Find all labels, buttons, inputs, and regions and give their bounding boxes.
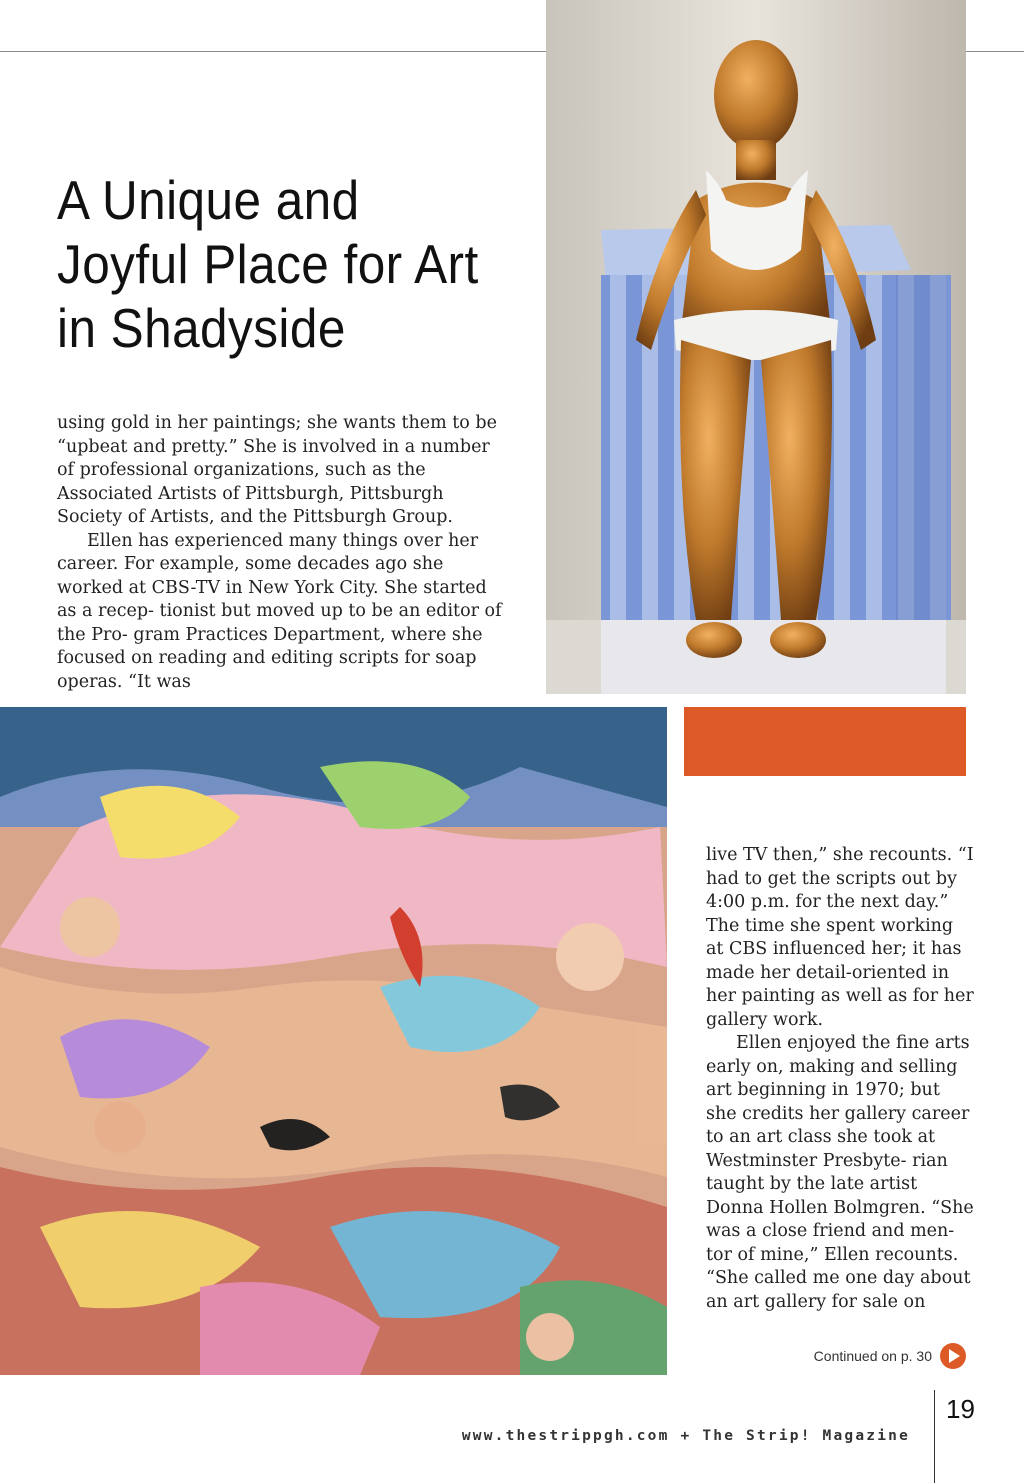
continued-link[interactable] [760, 1343, 966, 1369]
paragraph: Ellen enjoyed the fine arts early on, making and selling art beginning in 1970; but she credits her gallery career to an art class she took at Westminster Presbyte- rian taught by the late artist Donna Hollen Bolmgren. “She was a close friend and men- tor of mine,” Ellen recounts. “She called me one day about an art gallery for sale on [706, 1033, 974, 1312]
continued-label: Continued on p. 30 [813, 1348, 932, 1364]
footer-site: www.thestrippgh.com + The Strip! Magazine [461, 1428, 910, 1444]
top-rule [966, 51, 1024, 52]
paragraph: live TV then,” she recounts. “I had to get the scripts out by 4:00 p.m. for the next day.” The time she spent working at CBS influenced her; it has made her detail-oriented in her painting as well as for her gallery work. [706, 845, 974, 1030]
footer-divider [934, 1390, 935, 1483]
arrow-right-icon [940, 1343, 966, 1369]
top-rule [0, 51, 546, 52]
page-number: 19 [946, 1394, 975, 1424]
sculpture-photo [546, 0, 966, 694]
paragraph: Ellen has experienced many things over her career. For example, some decades ago she worked at CBS-TV in New York City. She started as a recep- tionist but moved up to be an editor of the Pro- gram Practices Department, where she focused on reading and editing scripts for soap operas. “It was [57, 530, 502, 692]
article-headline: A Unique and Joyful Place for Art in Shadyside [57, 169, 479, 359]
article-column-2 [706, 844, 976, 1314]
painting-photo [0, 707, 667, 1375]
article-column-1 [57, 412, 507, 694]
paragraph: using gold in her paintings; she wants them to be “upbeat and pretty.” She is involved in a number of professional organizations, such as the Associated Artists of Pittsburgh, Pittsburgh Society of Artists, and the Pittsburgh Group. [57, 413, 497, 527]
accent-block [684, 707, 966, 776]
